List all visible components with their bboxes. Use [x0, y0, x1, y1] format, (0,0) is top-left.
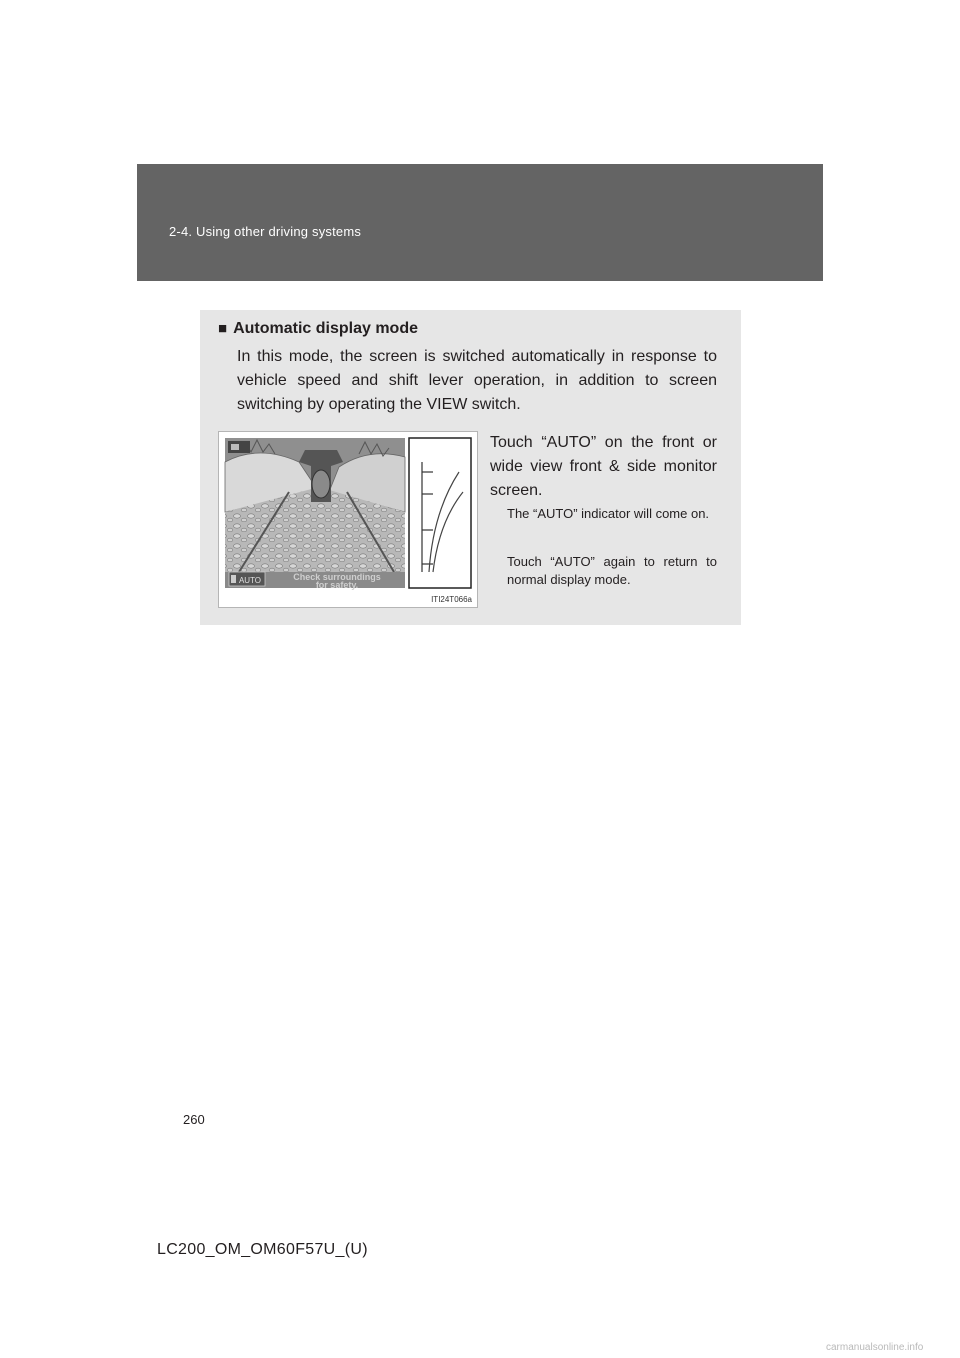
automatic-display-mode-box	[200, 310, 741, 625]
page-number: 260	[183, 1112, 205, 1127]
section-header-band	[137, 164, 823, 281]
monitor-screen-drawing	[219, 432, 477, 607]
monitor-screen-illustration	[218, 431, 478, 608]
watermark: carmanualsonline.info	[826, 1342, 924, 1353]
section-body-text: In this mode, the screen is switched automatically in response to vehicle speed and shift lever operation, in addition to screen switching by operating the VIEW switch.	[237, 348, 717, 413]
section-title: 2-4. Using other driving systems	[169, 224, 362, 239]
square-bullet-icon: ■	[218, 320, 228, 337]
vehicle-top-icon	[312, 470, 330, 498]
screen-message-line2: for safety.	[315, 580, 359, 590]
note-return-normal: Touch “AUTO” again to return to normal display mode.	[507, 554, 717, 587]
instruction-text: Touch “AUTO” on the front or wide view front & side monitor screen.	[490, 434, 717, 499]
section-heading	[218, 320, 418, 338]
auto-button-label: AUTO	[238, 576, 262, 585]
document-code: LC200_OM_OM60F57U_(U)	[157, 1241, 368, 1258]
figure-code: ITI24T066a	[431, 595, 472, 604]
auto-indicator-icon	[231, 575, 236, 583]
screen-message-line1: Check surroundings	[293, 572, 381, 582]
note-auto-indicator: The “AUTO” indicator will come on.	[507, 506, 710, 521]
section-heading-text: Automatic display mode	[233, 320, 418, 337]
